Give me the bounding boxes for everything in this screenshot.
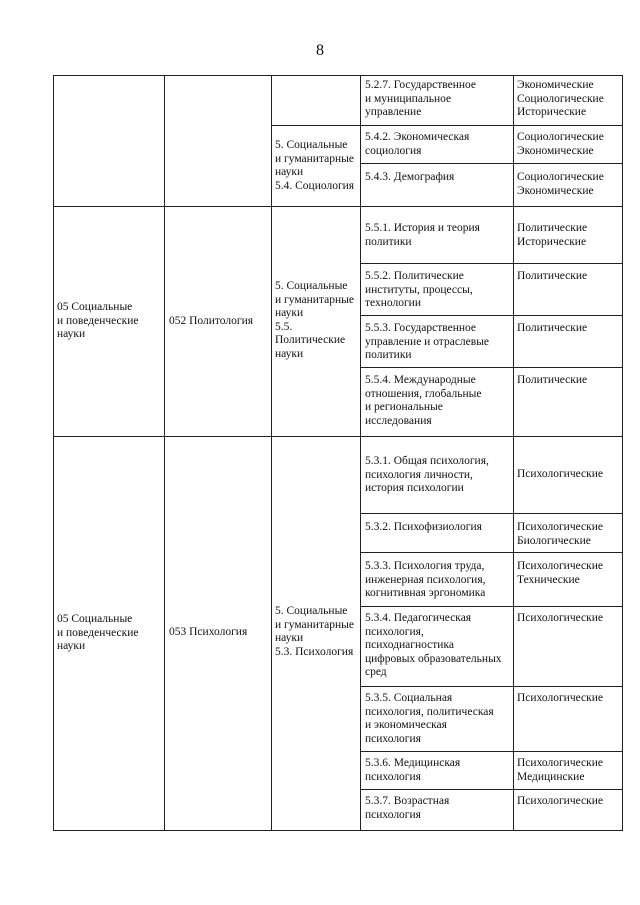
sciences-cell: Психологические Биологические	[517, 521, 603, 547]
sciences-cell: Психологические Технические	[517, 560, 603, 586]
table-border-left	[53, 75, 54, 831]
group-cell: 053 Психология	[169, 626, 248, 638]
area-cell: 05 Социальные и поведенческие науки	[57, 613, 139, 652]
sciences-cell: Политические Исторические	[517, 222, 588, 248]
sciences-cell: Политические	[517, 270, 588, 282]
specialties-table	[53, 75, 623, 831]
group-cell: 052 Политология	[169, 315, 254, 327]
row-divider	[53, 206, 623, 207]
row-divider	[360, 367, 623, 368]
sciences-cell: Психологические	[517, 692, 603, 704]
row-divider	[53, 436, 623, 437]
row-divider	[360, 163, 623, 164]
row-divider	[360, 315, 623, 316]
row-divider	[271, 125, 623, 126]
field-cell: 5. Социальные и гуманитарные науки 5.5. Политические науки	[275, 280, 354, 360]
specialty-cell: 5.3.3. Психология труда, инженерная психология, когнитивная эргономика	[365, 560, 486, 599]
specialty-cell: 5.5.1. История и теория политики	[365, 222, 480, 248]
specialty-cell: 5.2.7. Государственное и муниципальное управление	[365, 79, 477, 118]
specialty-cell: 5.4.3. Демография	[365, 171, 455, 183]
column-divider	[164, 75, 165, 831]
sciences-cell: Социологические Экономические	[517, 131, 604, 157]
specialty-cell: 5.3.4. Педагогическая психология, психодиагностика цифровых образовательных сред	[365, 612, 502, 678]
field-cell: 5. Социальные и гуманитарные науки 5.3. Психология	[275, 605, 354, 658]
specialty-cell: 5.5.4. Международные отношения, глобальные и региональные исследования	[365, 374, 482, 427]
area-cell: 05 Социальные и поведенческие науки	[57, 301, 139, 340]
specialty-cell: 5.3.5. Социальная психология, политическая и экономическая психология	[365, 692, 494, 745]
table-border-bottom	[53, 830, 623, 831]
row-divider	[360, 513, 623, 514]
specialty-cell: 5.5.2. Политические институты, процессы, технологии	[365, 270, 473, 309]
specialty-cell: 5.3.2. Психофизиология	[365, 521, 482, 533]
sciences-cell: Политические	[517, 322, 588, 334]
specialty-cell: 5.3.6. Медицинская психология	[365, 757, 461, 783]
specialty-cell: 5.5.3. Государственное управление и отраслевые политики	[365, 322, 490, 361]
row-divider	[360, 789, 623, 790]
column-divider	[513, 75, 514, 831]
sciences-cell: Политические	[517, 374, 588, 386]
row-divider	[360, 552, 623, 553]
sciences-cell: Экономические Социологические Исторические	[517, 79, 604, 118]
row-divider	[360, 686, 623, 687]
specialty-cell: 5.4.2. Экономическая социология	[365, 131, 470, 157]
page-number: 8	[316, 42, 324, 59]
column-divider	[271, 75, 272, 831]
specialty-cell: 5.3.7. Возрастная психология	[365, 795, 450, 821]
table-border-right	[622, 75, 623, 831]
specialty-cell: 5.3.1. Общая психология, психология личности, история психологии	[365, 455, 489, 494]
sciences-cell: Психологические	[517, 795, 603, 807]
sciences-cell: Психологические Медицинские	[517, 757, 603, 783]
column-divider	[360, 75, 361, 831]
table-border-top	[53, 75, 623, 76]
row-divider	[360, 751, 623, 752]
sciences-cell: Психологические	[517, 612, 603, 624]
row-divider	[360, 263, 623, 264]
field-cell: 5. Социальные и гуманитарные науки 5.4. Социология	[275, 139, 355, 192]
sciences-cell: Социологические Экономические	[517, 171, 604, 197]
row-divider	[360, 606, 623, 607]
sciences-cell: Психологические	[517, 468, 603, 480]
